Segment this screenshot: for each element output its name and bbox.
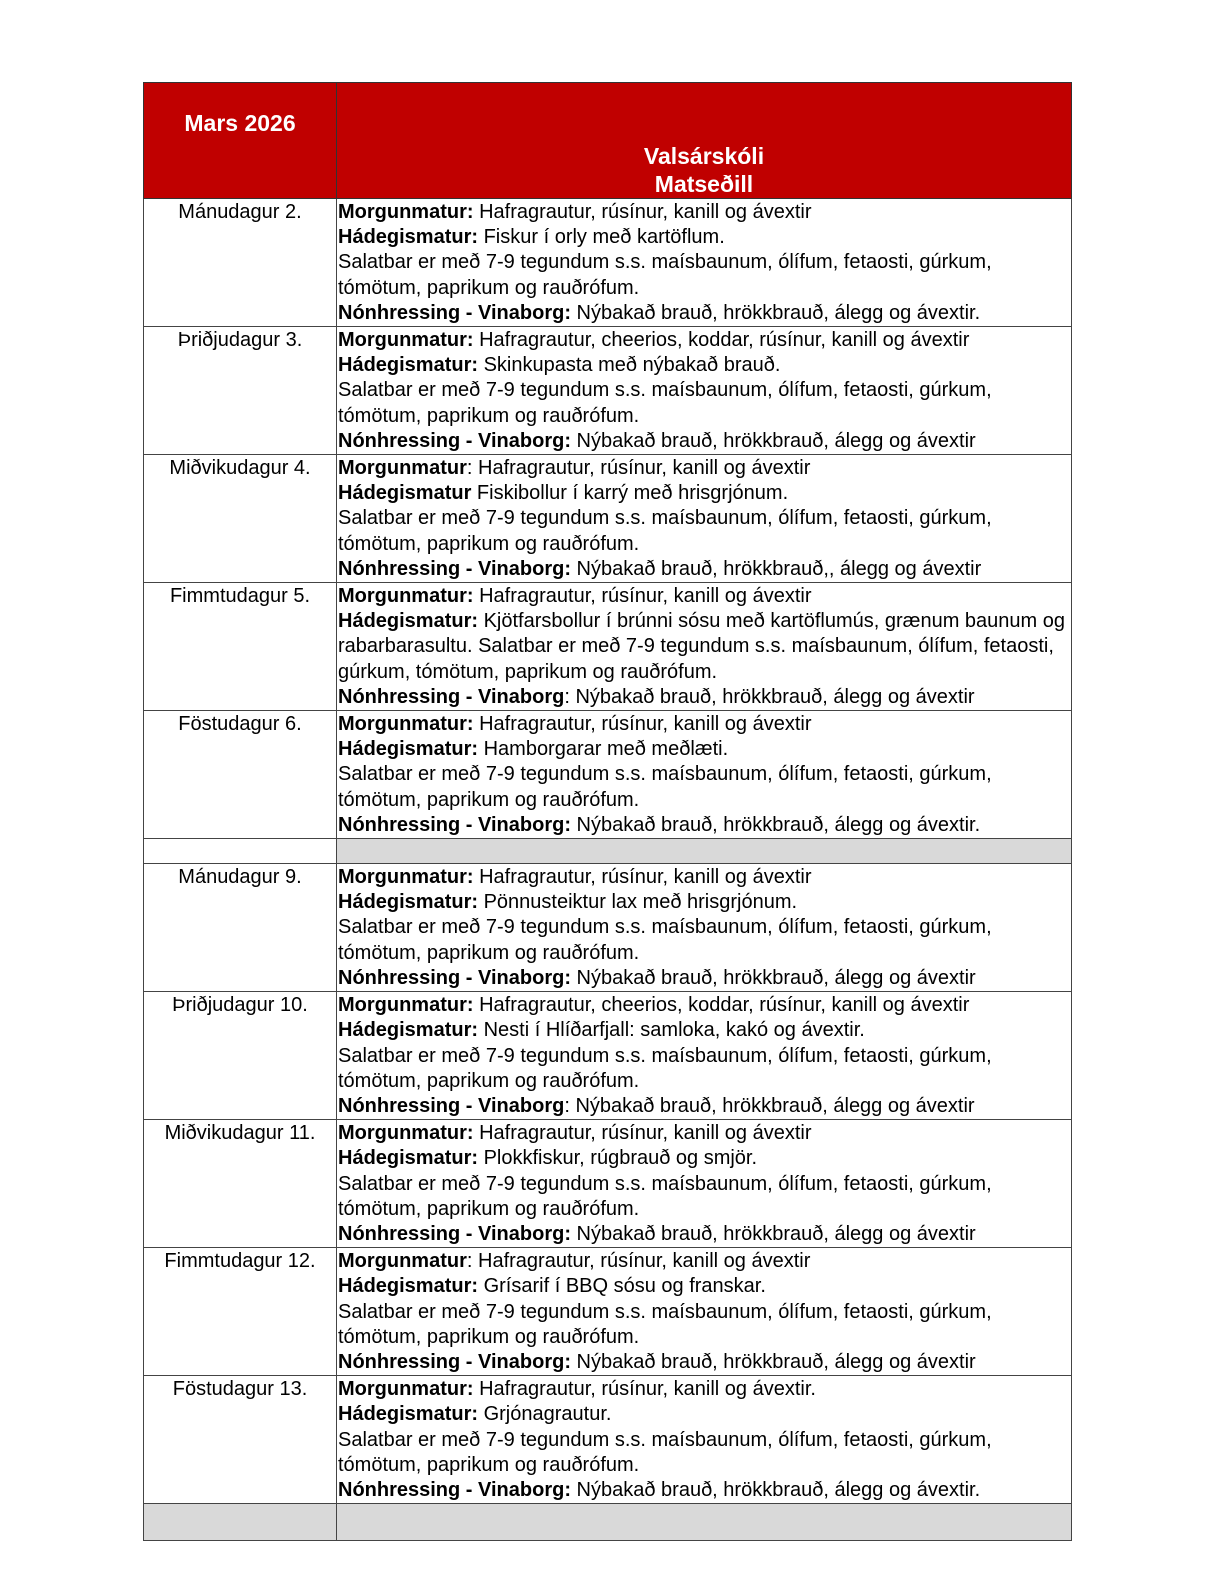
day-menu (337, 1120, 1072, 1248)
lunch-text: Pönnusteiktur lax með hrisgrjónum. (478, 891, 798, 914)
day-menu (337, 199, 1072, 327)
snack-line (338, 1094, 1071, 1119)
day-label: Þriðjudagur 3. (144, 327, 337, 455)
lunch-text: Nesti í Hlíðarfjall: samloka, kakó og ávextir. (478, 1019, 865, 1042)
snack-label: Nónhressing - Vinaborg: (338, 429, 571, 452)
breakfast-text: Hafragrautur, cheerios, koddar, rúsínur, kanill og ávextir (473, 994, 970, 1017)
lunch-label: Hádegismatur (338, 482, 472, 505)
lunch-label: Hádegismatur: (338, 226, 479, 249)
lunch-line (338, 737, 1071, 762)
breakfast-label: Morgunmatur: (338, 1122, 474, 1145)
lunch-line (338, 609, 1071, 685)
day-row (144, 327, 1072, 455)
snack-text: : Nýbakað brauð, hrökkbrauð, álegg og ávextir (564, 685, 975, 708)
lunch-text: Plokkfiskur, rúgbrauð og smjör. (478, 1147, 758, 1170)
snack-text: Nýbakað brauð, hrökkbrauð, álegg og ávextir. (570, 301, 981, 324)
lunch-text: Grísarif í BBQ sósu og franskar. (478, 1275, 766, 1298)
lunch-label: Hádegismatur: (338, 1019, 479, 1042)
day-row (144, 583, 1072, 711)
snack-line (338, 813, 1071, 838)
school-name: Valsárskóli (643, 143, 765, 169)
breakfast-line (338, 328, 1071, 353)
day-menu (337, 1376, 1072, 1504)
snack-label: Nónhressing - Vinaborg: (338, 557, 571, 580)
lunch-line (338, 225, 1071, 250)
day-menu (337, 711, 1072, 839)
day-row (144, 1376, 1072, 1504)
salad-line: Salatbar er með 7-9 tegundum s.s. maísbaunum, ólífum, fetaosti, gúrkum, tómötum, paprikum og rauðrófum. (338, 1428, 992, 1476)
lunch-line (338, 1146, 1071, 1171)
lunch-text: Grjónagrautur. (478, 1403, 612, 1426)
breakfast-label: Morgunmatur: (338, 1378, 474, 1401)
breakfast-label: Morgunmatur (338, 1250, 467, 1273)
day-label: Fimmtudagur 12. (144, 1248, 337, 1376)
spacer-cell (337, 1504, 1072, 1541)
snack-label: Nónhressing - Vinaborg: (338, 1222, 571, 1245)
snack-label: Nónhressing - Vinaborg: (338, 813, 571, 836)
day-menu (337, 864, 1072, 992)
lunch-line (338, 481, 1071, 506)
menu-title: Matseðill (654, 171, 754, 197)
salad-line: Salatbar er með 7-9 tegundum s.s. maísbaunum, ólífum, fetaosti, gúrkum, tómötum, paprikum og rauðrófum. (338, 379, 992, 427)
lunch-text: Fiskibollur í karrý með hrisgrjónum. (471, 482, 789, 505)
header-row (144, 83, 1072, 199)
lunch-label: Hádegismatur: (338, 354, 479, 377)
breakfast-label: Morgunmatur: (338, 201, 474, 223)
day-label: Föstudagur 6. (144, 711, 337, 839)
breakfast-line (338, 1377, 1071, 1402)
breakfast-label: Morgunmatur: (338, 866, 474, 889)
salad-line: Salatbar er með 7-9 tegundum s.s. maísbaunum, ólífum, fetaosti, gúrkum, tómötum, paprikum og rauðrófum. (338, 251, 992, 299)
lunch-label: Hádegismatur: (338, 1403, 479, 1426)
breakfast-text: Hafragrautur, rúsínur, kanill og ávextir (473, 866, 812, 889)
breakfast-text: Hafragrautur, rúsínur, kanill og ávextir (473, 713, 812, 736)
lunch-text: Kjötfarsbollur í brúnni sósu með kartöflumús, grænum baunum og rabarbarasultu. Salatbar er með 7-9 tegundum s.s. maísbaunum, ólífum, fetaosti, gúrkum, tómötum, paprikum og rauðrófum. (338, 610, 1065, 683)
breakfast-text: Hafragrautur, cheerios, koddar, rúsínur, kanill og ávextir (473, 329, 970, 352)
snack-label: Nónhressing - Vinaborg (338, 685, 565, 708)
breakfast-text: Hafragrautur, rúsínur, kanill og ávextir (473, 201, 812, 223)
day-row (144, 864, 1072, 992)
breakfast-label: Morgunmatur: (338, 585, 474, 608)
day-row (144, 455, 1072, 583)
breakfast-line (338, 584, 1071, 609)
breakfast-text: Hafragrautur, rúsínur, kanill og ávextir (473, 1122, 812, 1145)
breakfast-text: : Hafragrautur, rúsínur, kanill og ávextir (466, 1250, 811, 1273)
snack-line (338, 1222, 1071, 1247)
snack-label: Nónhressing - Vinaborg: (338, 1350, 571, 1373)
salad-line: Salatbar er með 7-9 tegundum s.s. maísbaunum, ólífum, fetaosti, gúrkum, tómötum, paprikum og rauðrófum. (338, 916, 992, 964)
breakfast-line (338, 1121, 1071, 1146)
snack-label: Nónhressing - Vinaborg (338, 1094, 565, 1117)
breakfast-label: Morgunmatur: (338, 713, 474, 736)
snack-line (338, 1350, 1071, 1375)
lunch-text: Hamborgarar með meðlæti. (478, 738, 729, 761)
salad-line: Salatbar er með 7-9 tegundum s.s. maísbaunum, ólífum, fetaosti, gúrkum, tómötum, paprikum og rauðrófum. (338, 1300, 992, 1348)
day-menu (337, 455, 1072, 583)
lunch-line (338, 1402, 1071, 1427)
week-spacer-row (144, 839, 1072, 864)
day-label: Þriðjudagur 10. (144, 992, 337, 1120)
day-menu (337, 327, 1072, 455)
breakfast-line (338, 712, 1071, 737)
breakfast-line (338, 456, 1071, 481)
day-menu (337, 583, 1072, 711)
title-cell (337, 83, 1072, 199)
spacer-cell (337, 839, 1072, 864)
breakfast-label: Morgunmatur (338, 457, 467, 480)
day-label: Föstudagur 13. (144, 1376, 337, 1504)
snack-label: Nónhressing - Vinaborg: (338, 1478, 571, 1501)
breakfast-text: Hafragrautur, rúsínur, kanill og ávextir (473, 585, 812, 608)
snack-label: Nónhressing - Vinaborg: (338, 301, 571, 324)
lunch-label: Hádegismatur: (338, 891, 479, 914)
snack-line (338, 301, 1071, 326)
day-label: Mánudagur 9. (144, 864, 337, 992)
day-row (144, 711, 1072, 839)
day-menu (337, 1248, 1072, 1376)
snack-text: Nýbakað brauð, hrökkbrauð, álegg og ávextir (570, 1222, 976, 1245)
snack-text: : Nýbakað brauð, hrökkbrauð, álegg og ávextir (564, 1094, 975, 1117)
end-spacer-row (144, 1504, 1072, 1541)
snack-line (338, 685, 1071, 710)
lunch-label: Hádegismatur: (338, 738, 479, 761)
lunch-line (338, 1274, 1071, 1299)
snack-line (338, 966, 1071, 991)
snack-text: Nýbakað brauð, hrökkbrauð, álegg og ávextir (570, 429, 976, 452)
day-row (144, 1248, 1072, 1376)
lunch-label: Hádegismatur: (338, 1275, 479, 1298)
salad-line: Salatbar er með 7-9 tegundum s.s. maísbaunum, ólífum, fetaosti, gúrkum, tómötum, paprikum og rauðrófum. (338, 763, 992, 811)
lunch-text: Fiskur í orly með kartöflum. (478, 226, 725, 249)
breakfast-label: Morgunmatur: (338, 329, 474, 352)
lunch-label: Hádegismatur: (338, 1147, 479, 1170)
breakfast-line (338, 865, 1071, 890)
snack-line (338, 429, 1071, 454)
snack-text: Nýbakað brauð, hrökkbrauð, álegg og ávextir (570, 1350, 976, 1373)
breakfast-line (338, 200, 1071, 225)
spacer-cell (144, 1504, 337, 1541)
lunch-text: Skinkupasta með nýbakað brauð. (478, 354, 781, 377)
snack-line (338, 557, 1071, 582)
snack-line (338, 1478, 1071, 1503)
breakfast-text: Hafragrautur, rúsínur, kanill og ávextir. (473, 1378, 816, 1401)
day-row (144, 1120, 1072, 1248)
breakfast-line (338, 993, 1071, 1018)
month-heading: Mars 2026 (144, 83, 337, 199)
salad-line: Salatbar er með 7-9 tegundum s.s. maísbaunum, ólífum, fetaosti, gúrkum, tómötum, paprikum og rauðrófum. (338, 1172, 992, 1220)
lunch-line (338, 353, 1071, 378)
day-label: Miðvikudagur 11. (144, 1120, 337, 1248)
menu-table (143, 82, 1072, 1541)
breakfast-label: Morgunmatur: (338, 994, 474, 1017)
snack-label: Nónhressing - Vinaborg: (338, 966, 571, 989)
salad-line: Salatbar er með 7-9 tegundum s.s. maísbaunum, ólífum, fetaosti, gúrkum, tómötum, paprikum og rauðrófum. (338, 1044, 992, 1092)
lunch-line (338, 1018, 1071, 1043)
day-menu (337, 992, 1072, 1120)
spacer-cell (144, 839, 337, 864)
breakfast-text: : Hafragrautur, rúsínur, kanill og ávextir (466, 457, 811, 480)
day-row (144, 992, 1072, 1120)
day-row (144, 199, 1072, 327)
salad-line: Salatbar er með 7-9 tegundum s.s. maísbaunum, ólífum, fetaosti, gúrkum, tómötum, paprikum og rauðrófum. (338, 507, 992, 555)
breakfast-line (338, 1249, 1071, 1274)
day-label: Mánudagur 2. (144, 199, 337, 327)
snack-text: Nýbakað brauð, hrökkbrauð, álegg og ávextir (570, 966, 976, 989)
lunch-label: Hádegismatur: (338, 610, 479, 633)
day-label: Fimmtudagur 5. (144, 583, 337, 711)
snack-text: Nýbakað brauð, hrökkbrauð,, álegg og ávextir (570, 557, 982, 580)
day-label: Miðvikudagur 4. (144, 455, 337, 583)
snack-text: Nýbakað brauð, hrökkbrauð, álegg og ávextir. (570, 1478, 981, 1501)
lunch-line (338, 890, 1071, 915)
snack-text: Nýbakað brauð, hrökkbrauð, álegg og ávextir. (570, 813, 981, 836)
